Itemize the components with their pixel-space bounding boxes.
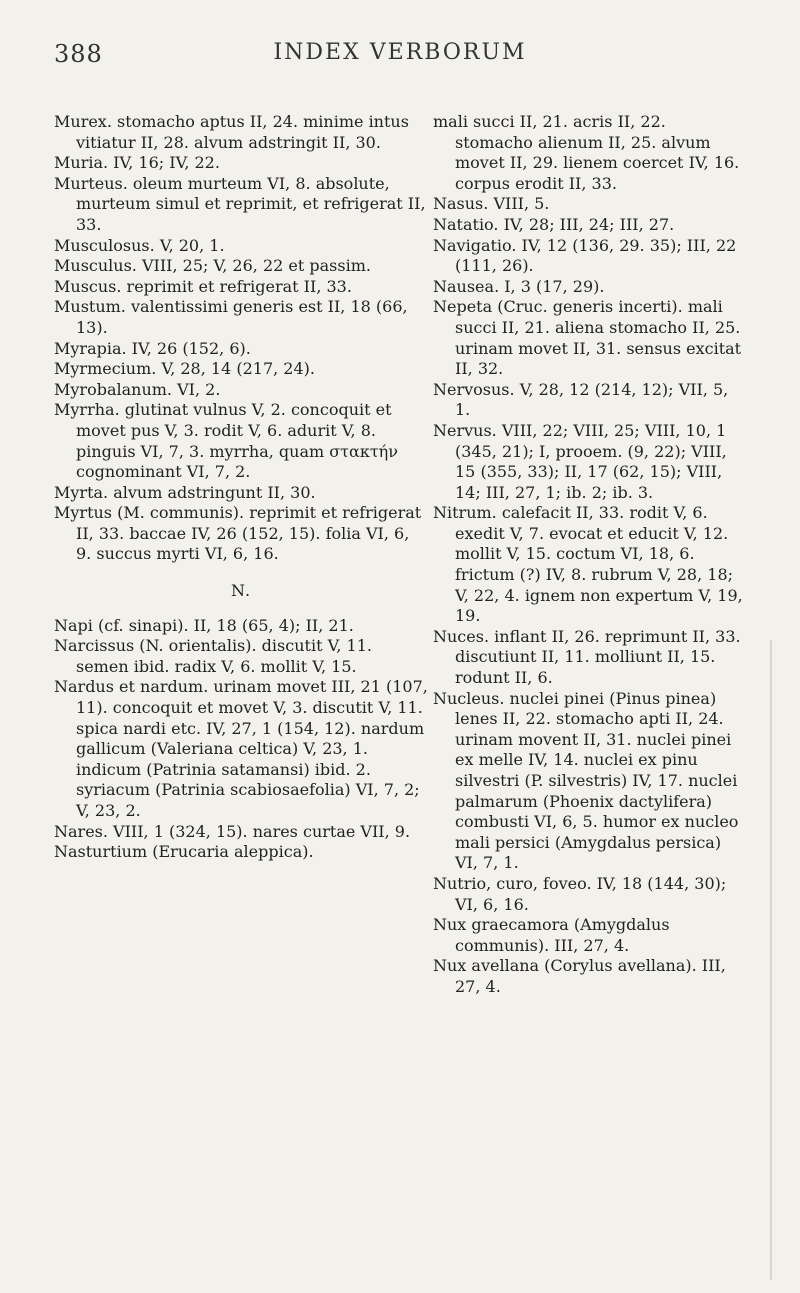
index-entry: Natatio. IV, 28; III, 24; III, 27. xyxy=(433,214,675,234)
index-entry: Myrtus (M. communis). reprimit et refrigerat II, 33. baccae IV, 26 (152, 15). folia VI, 6, 9. succus myrti VI, 6, 16. xyxy=(54,503,422,564)
index-entry: Napi (cf. sinapi). II, 18 (65, 4); II, 21. xyxy=(54,615,354,635)
index-entry: Musculus. VIII, 25; V, 26, 22 et passim. xyxy=(54,256,371,276)
index-entry: Nuces. inflant II, 26. reprimunt II, 33. discutiunt II, 11. molliunt II, 15. rodunt II, 6. xyxy=(433,626,741,688)
index-entry: Nardus et nardum. urinam movet III, 21 (107, 11). concoquit et movet V, 3. discutit V, 11. spica nardi etc. IV, 27, 1 (154, 12). nardum gallicum (Valeriana celtica) V, 23, 1. indicum (Patrinia satamansi) ibid. 2. syriacum (Patrinia scabiosaefolia) VI, 7, 2; V, 23, 2. xyxy=(54,677,428,820)
index-entry: Nux graecamora (Amygdalus communis). III, 27, 4. xyxy=(433,915,670,955)
index-entry: Myrrha. glutinat vulnus V, 2. concoquit et movet pus V, 3. rodit V, 6. adurit V, 8. pinguis VI, 7, 3. myrrha, quam στακτήν cognominant VI, 7, 2. xyxy=(54,400,398,482)
index-entry: Nutrio, curo, foveo. IV, 18 (144, 30); VI, 6, 16. xyxy=(433,873,727,914)
index-entry: Nasturtium (Erucaria aleppica). xyxy=(54,842,314,862)
page-number: 388 xyxy=(54,40,103,68)
index-entry: Myrapia. IV, 26 (152, 6). xyxy=(54,338,251,358)
index-entry: Nares. VIII, 1 (324, 15). nares curtae VII, 9. xyxy=(54,821,411,841)
index-entry: Nausea. I, 3 (17, 29). xyxy=(433,276,605,296)
index-entry: Murteus. oleum murteum VI, 8. absolute, murteum simul et reprimit, et refrigerat II, 33. xyxy=(54,173,426,234)
running-title: INDEX VERBORUM xyxy=(273,40,527,65)
section-letter: N. xyxy=(230,581,252,601)
index-entry: Muscus. reprimit et refrigerat II, 33. xyxy=(54,276,352,296)
index-entry: Nux avellana (Corylus avellana). III, 27, 4. xyxy=(433,956,726,996)
page-header xyxy=(0,40,800,80)
index-entry: Nitrum. calefacit II, 33. rodit V, 6. exedit V, 7. evocat et educit V, 12. mollit V, 15. coctum VI, 18, 6. frictum (?) IV, 8. rubrum V, 28, 18; V, 22, 4. ignem non expertum V, 19, 19. xyxy=(433,503,743,626)
index-entry: Myrobalanum. VI, 2. xyxy=(54,379,221,399)
index-entry: Nasus. VIII, 5. xyxy=(433,194,550,214)
index-entry: Myrta. alvum adstringunt II, 30. xyxy=(54,482,316,502)
right-column xyxy=(433,112,745,998)
left-column xyxy=(54,112,428,863)
index-entry: Musculosus. V, 20, 1. xyxy=(54,235,225,255)
index-entry: Myrmecium. V, 28, 14 (217, 24). xyxy=(54,359,315,379)
index-entry: Mustum. valentissimi generis est II, 18 (66, 13). xyxy=(54,297,408,337)
index-entry: Nervosus. V, 28, 12 (214, 12); VII, 5, 1. xyxy=(433,379,729,420)
index-entry: Navigatio. IV, 12 (136, 29. 35); III, 22 (111, 26). xyxy=(433,235,737,276)
index-entry: Nepeta (Cruc. generis incerti). mali succi II, 21. aliena stomacho II, 25. urinam movet II, 31. sensus excitat II, 32. xyxy=(433,297,742,379)
index-entry: Nervus. VIII, 22; VIII, 25; VIII, 10, 1 (345, 21); I, prooem. (9, 22); VIII, 15 (355, 33); II, 17 (62, 15); VIII, 14; III, 27, 1; ib. 2; ib. 3. xyxy=(433,420,727,502)
index-entry: mali succi II, 21. acris II, 22. stomacho alienum II, 25. alvum movet II, 29. lienem coercet IV, 16. corpus erodit II, 33. xyxy=(433,112,740,193)
page-edge-shadow xyxy=(770,640,772,1280)
index-entry: Muria. IV, 16; IV, 22. xyxy=(54,153,220,173)
index-entry: Nucleus. nuclei pinei (Pinus pinea) lenes II, 22. stomacho apti II, 24. urinam movent II, 31. nuclei pinei ex melle IV, 14. nuclei ex pinu silvestri (P. silvestris) IV, 17. nuclei palmarum (Phoenix dactylifera) combusti VI, 6, 5. humor ex nucleo mali persici (Amygdalus persica) VI, 7, 1. xyxy=(433,688,739,873)
index-entry: Murex. stomacho aptus II, 24. minime intus vitiatur II, 28. alvum adstringit II, 30. xyxy=(54,112,409,152)
index-entry: Narcissus (N. orientalis). discutit V, 11. semen ibid. radix V, 6. mollit V, 15. xyxy=(54,636,372,676)
